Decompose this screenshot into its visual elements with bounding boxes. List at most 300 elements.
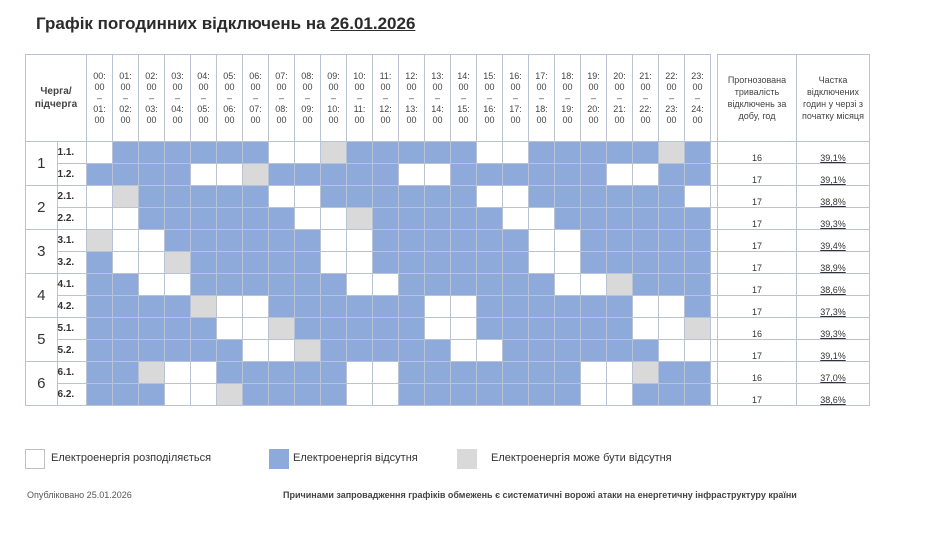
hour-cell-on: [139, 230, 165, 252]
hour-header-part: 00: [276, 81, 287, 92]
page-title: [36, 14, 415, 34]
hour-cell-maybe: [659, 142, 685, 164]
hour-header-part: –: [96, 92, 102, 103]
hour-cell-off: [685, 208, 711, 230]
hour-cell-on: [477, 142, 503, 164]
legend-swatch-off: [269, 449, 289, 469]
hour-cell-off: [607, 318, 633, 340]
hour-header: [451, 55, 477, 142]
hour-header-part: 00: [692, 81, 703, 92]
hour-cell-off: [295, 362, 321, 384]
hour-cell-off: [633, 186, 659, 208]
hour-cell-off: [217, 230, 243, 252]
column-separator: [711, 318, 718, 340]
hour-cell-off: [243, 230, 269, 252]
hour-header-part: 00: [432, 81, 443, 92]
hour-cell-off: [581, 186, 607, 208]
hour-header: [633, 55, 659, 142]
hour-header: [477, 55, 503, 142]
hour-cell-maybe: [607, 274, 633, 296]
hour-cell-off: [607, 252, 633, 274]
hour-header-part: 16:: [483, 103, 496, 114]
forecast-value: 17: [718, 164, 797, 186]
hour-cell-on: [425, 164, 451, 186]
hour-cell-off: [685, 252, 711, 274]
hour-header-part: 00: [432, 114, 443, 125]
hour-cell-on: [503, 208, 529, 230]
hour-cell-off: [373, 186, 399, 208]
hour-cell-off: [529, 296, 555, 318]
hour-cell-maybe: [165, 252, 191, 274]
hour-cell-on: [347, 230, 373, 252]
hour-cell-off: [581, 296, 607, 318]
hour-header: [347, 55, 373, 142]
hour-cell-off: [477, 208, 503, 230]
hour-header-part: –: [486, 92, 492, 103]
hour-cell-off: [139, 384, 165, 406]
hour-cell-on: [243, 296, 269, 318]
hour-cell-on: [165, 362, 191, 384]
hour-cell-on: [217, 164, 243, 186]
hour-header-part: 00: [172, 81, 183, 92]
hour-cell-off: [321, 274, 347, 296]
hour-header-part: 15:: [483, 70, 496, 81]
schedule-body: [26, 142, 870, 406]
queue-number: 1: [26, 142, 58, 186]
hour-header-part: 04:: [197, 70, 210, 81]
hour-cell-off: [529, 384, 555, 406]
hour-header-part: –: [408, 92, 414, 103]
queue-header: [26, 55, 87, 142]
hour-header-part: 20:: [587, 103, 600, 114]
hour-cell-off: [425, 142, 451, 164]
hour-header-part: 00: [666, 81, 677, 92]
hour-cell-off: [321, 296, 347, 318]
published-date: Опубліковано 25.01.2026: [27, 490, 132, 500]
hour-cell-off: [451, 362, 477, 384]
hour-cell-off: [295, 296, 321, 318]
hour-cell-off: [269, 252, 295, 274]
hour-cell-on: [373, 274, 399, 296]
hour-cell-on: [347, 362, 373, 384]
hour-cell-off: [399, 274, 425, 296]
hour-header-part: 22:: [639, 103, 652, 114]
hour-cell-off: [269, 230, 295, 252]
hour-header-part: 00: [146, 81, 157, 92]
queue-number: 6: [26, 362, 58, 406]
hour-header-part: 00: [224, 114, 235, 125]
hour-cell-off: [685, 362, 711, 384]
subqueue-label: 4.1.: [57, 274, 86, 296]
hour-cell-off: [269, 384, 295, 406]
queue-header-line1: Черга/: [40, 86, 72, 97]
hour-cell-on: [373, 384, 399, 406]
hour-header-part: –: [538, 92, 544, 103]
forecast-value: 17: [718, 208, 797, 230]
header-row: [26, 55, 870, 142]
hour-header: [685, 55, 711, 142]
hour-cell-off: [269, 164, 295, 186]
hour-cell-off: [425, 230, 451, 252]
hour-cell-on: [659, 340, 685, 362]
legend-label-on: Електроенергія розподіляється: [51, 452, 212, 464]
hour-cell-maybe: [113, 186, 139, 208]
hour-cell-off: [659, 384, 685, 406]
hour-header-part: 02:: [119, 103, 132, 114]
hour-cell-off: [373, 208, 399, 230]
hour-cell-off: [347, 318, 373, 340]
hour-header: [139, 55, 165, 142]
hour-cell-off: [243, 362, 269, 384]
hour-cell-off: [451, 384, 477, 406]
hour-cell-on: [87, 142, 113, 164]
forecast-value: 17: [718, 230, 797, 252]
hour-header-part: 14:: [431, 103, 444, 114]
hour-cell-off: [217, 186, 243, 208]
hour-header-part: 03:: [171, 70, 184, 81]
hour-cell-maybe: [217, 384, 243, 406]
hour-cell-off: [659, 164, 685, 186]
hour-header-part: 00: [172, 114, 183, 125]
hour-cell-off: [529, 186, 555, 208]
hour-cell-off: [139, 340, 165, 362]
hour-cell-off: [633, 208, 659, 230]
queue-number: 4: [26, 274, 58, 318]
hour-cell-on: [191, 384, 217, 406]
hour-cell-off: [477, 274, 503, 296]
hour-cell-off: [217, 362, 243, 384]
hour-cell-on: [477, 340, 503, 362]
hour-cell-maybe: [269, 318, 295, 340]
hour-cell-off: [399, 384, 425, 406]
hour-cell-off: [113, 340, 139, 362]
hour-header: [113, 55, 139, 142]
hour-cell-off: [217, 274, 243, 296]
forecast-value: 17: [718, 384, 797, 406]
hour-cell-off: [347, 142, 373, 164]
hour-header-part: 00: [484, 81, 495, 92]
table-row: [26, 318, 870, 340]
hour-cell-off: [321, 362, 347, 384]
hour-cell-off: [191, 230, 217, 252]
share-value: 38,8%: [797, 186, 870, 208]
hour-cell-on: [269, 340, 295, 362]
forecast-value: 16: [718, 318, 797, 340]
hour-cell-off: [581, 318, 607, 340]
hour-cell-off: [165, 186, 191, 208]
hour-cell-off: [373, 296, 399, 318]
hour-cell-on: [269, 186, 295, 208]
hour-cell-off: [295, 164, 321, 186]
hour-cell-off: [113, 362, 139, 384]
hour-header-part: 00: [614, 114, 625, 125]
hour-cell-off: [685, 164, 711, 186]
hour-header: [165, 55, 191, 142]
hour-cell-maybe: [139, 362, 165, 384]
hour-header-part: –: [694, 92, 700, 103]
hour-header-part: 08:: [275, 103, 288, 114]
share-value: 39,3%: [797, 318, 870, 340]
hour-header-part: 19:: [561, 103, 574, 114]
hour-header-part: 06:: [249, 70, 262, 81]
hour-cell-off: [243, 142, 269, 164]
hour-cell-off: [87, 274, 113, 296]
hour-cell-on: [269, 142, 295, 164]
hour-cell-off: [451, 230, 477, 252]
hour-header-part: 00: [146, 114, 157, 125]
hour-header-part: 24:: [691, 103, 704, 114]
hour-cell-on: [477, 186, 503, 208]
hour-cell-off: [269, 274, 295, 296]
hour-header-part: –: [642, 92, 648, 103]
hour-cell-off: [477, 164, 503, 186]
hour-header-part: 00: [380, 81, 391, 92]
hour-cell-off: [295, 318, 321, 340]
forecast-value: 17: [718, 252, 797, 274]
subqueue-label: 3.2.: [57, 252, 86, 274]
hour-cell-off: [529, 274, 555, 296]
hour-cell-off: [217, 340, 243, 362]
hour-cell-off: [503, 230, 529, 252]
hour-header: [269, 55, 295, 142]
hour-cell-on: [659, 318, 685, 340]
hour-cell-off: [243, 186, 269, 208]
forecast-value: 17: [718, 340, 797, 362]
hour-header-part: 00: [640, 81, 651, 92]
legend-swatch-maybe: [457, 449, 477, 469]
forecast-value: 17: [718, 274, 797, 296]
hour-header-part: 00: [224, 81, 235, 92]
hour-cell-off: [191, 142, 217, 164]
hour-cell-on: [165, 274, 191, 296]
hour-cell-on: [503, 142, 529, 164]
hour-cell-off: [425, 340, 451, 362]
hour-header-part: 00: [536, 114, 547, 125]
share-value: 39,1%: [797, 164, 870, 186]
column-separator: [711, 274, 718, 296]
hour-cell-on: [633, 164, 659, 186]
hour-cell-on: [191, 362, 217, 384]
hour-cell-on: [685, 340, 711, 362]
reason-note: Причинами запровадження графіків обмежень є систематичні ворожі атаки на енергетичну інфраструктуру країни: [283, 490, 797, 500]
hour-header-part: 00: [666, 114, 677, 125]
hour-cell-maybe: [321, 142, 347, 164]
hour-cell-on: [529, 252, 555, 274]
hour-cell-off: [503, 340, 529, 362]
hour-cell-off: [503, 274, 529, 296]
hour-cell-off: [139, 186, 165, 208]
hour-header-part: –: [356, 92, 362, 103]
hour-cell-off: [685, 274, 711, 296]
subqueue-label: 6.1.: [57, 362, 86, 384]
hour-header-part: 21:: [639, 70, 652, 81]
hour-header: [529, 55, 555, 142]
hour-cell-off: [659, 362, 685, 384]
hour-cell-off: [581, 252, 607, 274]
hour-header-part: 00: [562, 81, 573, 92]
hour-cell-off: [87, 164, 113, 186]
hour-cell-on: [581, 362, 607, 384]
hour-cell-on: [139, 274, 165, 296]
share-value: 38,6%: [797, 274, 870, 296]
hour-header-part: –: [304, 92, 310, 103]
hour-header-part: 09:: [327, 70, 340, 81]
share-value: 39,1%: [797, 142, 870, 164]
hour-header-part: 00: [614, 81, 625, 92]
hour-header-part: 05:: [197, 103, 210, 114]
hour-header-part: –: [330, 92, 336, 103]
hour-cell-off: [191, 252, 217, 274]
hour-cell-off: [477, 362, 503, 384]
hour-header-part: 17:: [509, 103, 522, 114]
hour-cell-maybe: [295, 340, 321, 362]
hour-cell-on: [217, 318, 243, 340]
hour-cell-off: [529, 142, 555, 164]
hour-header-part: 13:: [405, 103, 418, 114]
hour-cell-off: [217, 208, 243, 230]
hour-header: [659, 55, 685, 142]
subqueue-label: 1.2.: [57, 164, 86, 186]
hour-cell-on: [451, 318, 477, 340]
hour-cell-off: [685, 384, 711, 406]
hour-cell-off: [399, 296, 425, 318]
hour-cell-off: [113, 274, 139, 296]
hour-header-part: 00: [250, 81, 261, 92]
column-separator: [711, 252, 718, 274]
hour-header-part: –: [278, 92, 284, 103]
hour-cell-off: [295, 230, 321, 252]
hour-header: [295, 55, 321, 142]
hour-header-part: 00: [354, 114, 365, 125]
hour-header-part: –: [122, 92, 128, 103]
hour-cell-off: [399, 186, 425, 208]
hour-cell-off: [685, 142, 711, 164]
forecast-value: 17: [718, 296, 797, 318]
hour-cell-off: [451, 186, 477, 208]
hour-header-part: 10:: [327, 103, 340, 114]
hour-cell-off: [165, 142, 191, 164]
hour-cell-off: [87, 384, 113, 406]
hour-cell-on: [113, 252, 139, 274]
hour-header: [243, 55, 269, 142]
table-row: [26, 384, 870, 406]
hour-cell-on: [191, 164, 217, 186]
hour-header-part: 00: [198, 81, 209, 92]
hour-cell-off: [321, 186, 347, 208]
hour-header-part: –: [460, 92, 466, 103]
hour-cell-off: [555, 164, 581, 186]
hour-cell-on: [87, 208, 113, 230]
legend-label-off: Електроенергія відсутня: [293, 452, 418, 464]
share-value: 38,6%: [797, 384, 870, 406]
hour-cell-on: [555, 230, 581, 252]
hour-header-part: 12:: [379, 103, 392, 114]
hour-header-part: 23:: [691, 70, 704, 81]
hour-cell-off: [451, 164, 477, 186]
hour-header-part: 00: [510, 81, 521, 92]
hour-header-part: 12:: [405, 70, 418, 81]
hour-header-part: 08:: [301, 70, 314, 81]
hour-header-part: 00: [406, 81, 417, 92]
hour-cell-off: [633, 230, 659, 252]
hour-cell-off: [555, 340, 581, 362]
hour-cell-on: [347, 274, 373, 296]
queue-number: 5: [26, 318, 58, 362]
hour-cell-off: [477, 384, 503, 406]
table-row: [26, 274, 870, 296]
hour-cell-off: [165, 340, 191, 362]
hour-cell-on: [425, 318, 451, 340]
hour-header-part: 22:: [665, 70, 678, 81]
column-separator: [711, 164, 718, 186]
hour-cell-off: [373, 142, 399, 164]
hour-cell-off: [581, 208, 607, 230]
hour-cell-off: [555, 208, 581, 230]
hour-cell-on: [581, 274, 607, 296]
hour-header: [373, 55, 399, 142]
hour-header-part: 00: [120, 81, 131, 92]
hour-cell-off: [451, 208, 477, 230]
hour-cell-off: [347, 340, 373, 362]
hour-cell-off: [87, 362, 113, 384]
hour-cell-off: [191, 274, 217, 296]
hour-header-part: 21:: [613, 103, 626, 114]
hour-header-part: 00: [562, 114, 573, 125]
hour-cell-on: [425, 296, 451, 318]
hour-header-part: 18:: [561, 70, 574, 81]
hour-header: [191, 55, 217, 142]
hour-header-part: 07:: [275, 70, 288, 81]
share-value: 39,4%: [797, 230, 870, 252]
hour-cell-off: [399, 230, 425, 252]
hour-cell-off: [477, 252, 503, 274]
hour-cell-off: [399, 208, 425, 230]
hour-cell-off: [529, 318, 555, 340]
column-separator: [711, 340, 718, 362]
hour-header-part: 03:: [145, 103, 158, 114]
hour-cell-off: [555, 362, 581, 384]
hour-cell-off: [373, 230, 399, 252]
hour-cell-off: [425, 384, 451, 406]
hour-cell-off: [243, 384, 269, 406]
hour-cell-off: [269, 296, 295, 318]
subqueue-label: 2.1.: [57, 186, 86, 208]
hour-cell-off: [399, 340, 425, 362]
title-prefix: Графік погодинних відключень на: [36, 14, 326, 33]
hour-cell-off: [607, 208, 633, 230]
hour-header-part: 01:: [119, 70, 132, 81]
hour-cell-off: [477, 318, 503, 340]
hour-header-part: –: [434, 92, 440, 103]
hour-header-part: –: [226, 92, 232, 103]
hour-cell-off: [607, 296, 633, 318]
hour-cell-off: [243, 274, 269, 296]
hour-cell-off: [425, 208, 451, 230]
hour-header-part: 00: [536, 81, 547, 92]
hour-cell-on: [347, 252, 373, 274]
hour-header: [581, 55, 607, 142]
hour-cell-off: [633, 384, 659, 406]
hour-header-part: –: [668, 92, 674, 103]
hour-header: [425, 55, 451, 142]
hour-cell-off: [451, 274, 477, 296]
hour-cell-off: [659, 230, 685, 252]
hour-cell-off: [113, 142, 139, 164]
hour-cell-off: [139, 208, 165, 230]
hour-header-part: –: [174, 92, 180, 103]
hour-header-part: 00: [588, 81, 599, 92]
subqueue-label: 5.1.: [57, 318, 86, 340]
